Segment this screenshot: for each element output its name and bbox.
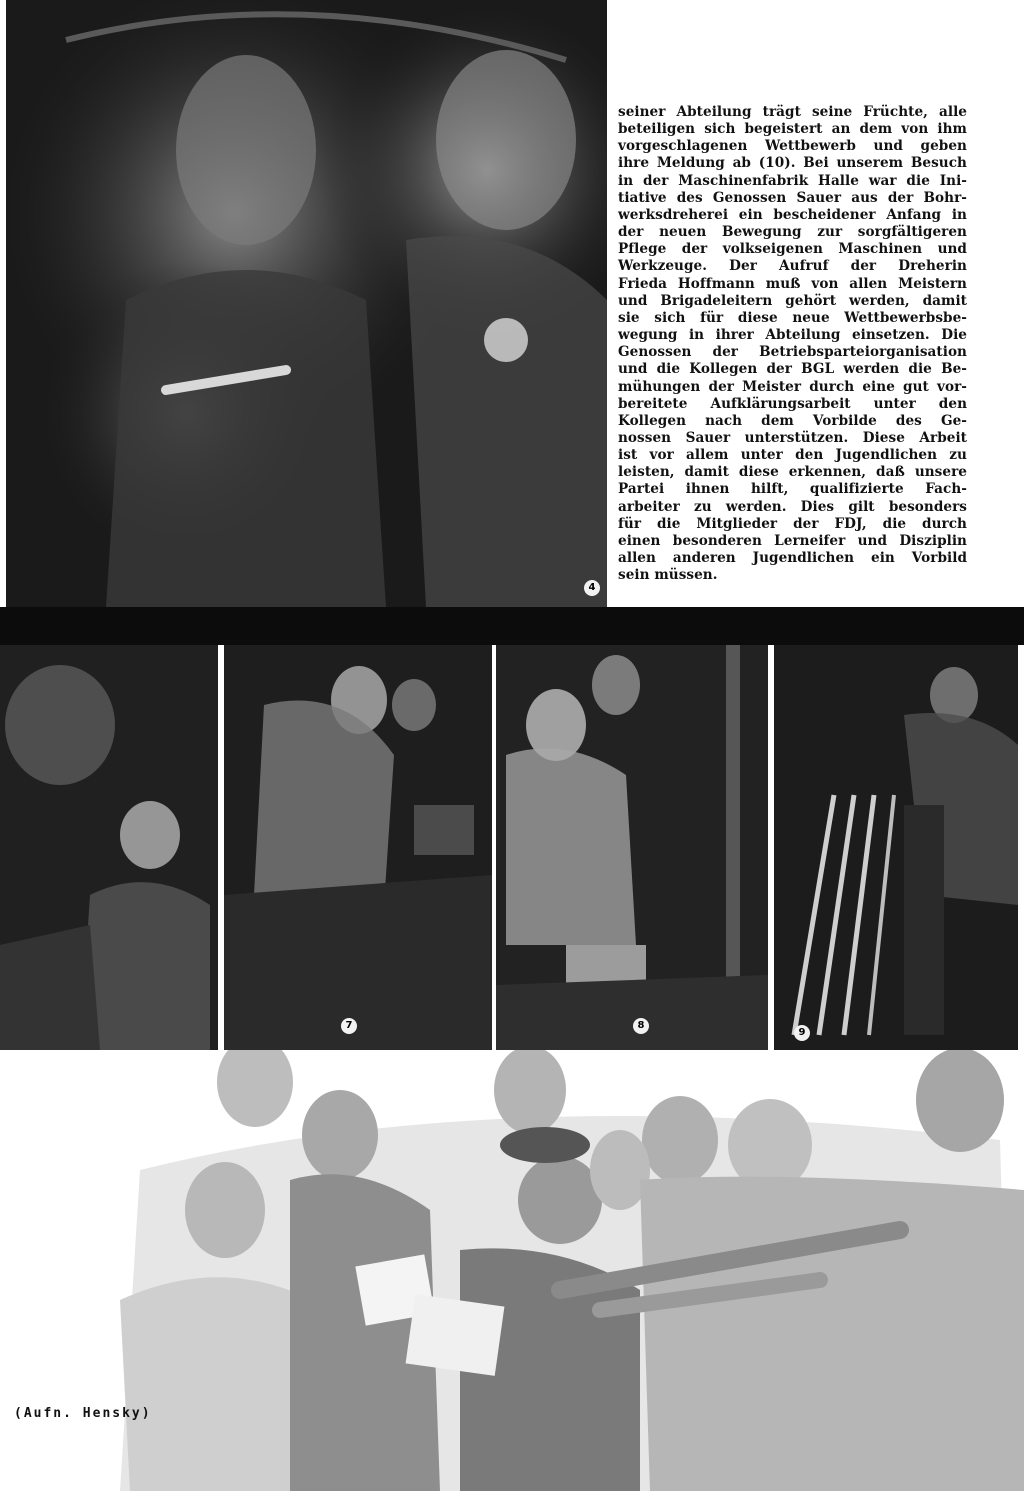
article-line: Partei ihnen hilft, qualifizierte Fach- [618,481,967,498]
article-line: der neuen Bewegung zur sorgfältigeren [618,224,967,241]
article-line: sein müssen. [618,567,718,584]
article-line: einen besonderen Lerneifer und Disziplin [618,532,967,549]
photo-strip-worker-shafts [774,645,1018,1055]
strip-photo-1-image [0,645,218,1050]
article-line: ihre Meldung ab (10). Bei unserem Besuch [618,155,967,172]
photo-credit: (Aufn. Hensky) [14,1406,152,1421]
strip-photo-4-image [774,645,1018,1055]
article-line: leisten, damit diese erkennen, daß unsere [618,464,967,481]
photo-strip-workers-machine [0,645,218,1050]
article-line: seiner Abteilung trägt seine Früchte, alle [618,104,967,120]
article-body [618,104,967,584]
photo-workers-at-machine [6,0,607,607]
article-line: ist vor allem unter den Jugendlichen zu [618,447,967,464]
strip-photo-3-image [496,645,768,1050]
divider-band [0,607,1024,645]
article-line: vorgeschlagenen Wettbewerb und geben [618,138,967,155]
photo-strip-workers-seated [496,645,768,1050]
article-line: wegung in ihrer Abteilung einsetzen. Die [618,327,967,344]
article-line: allen anderen Jugendlichen ein Vorbild [618,550,967,567]
article-line: nossen Sauer unterstützen. Diese Arbeit [618,429,967,446]
article-line: Frieda Hoffmann muß von allen Meistern [618,275,967,292]
article-line: bereitete Aufklärungsarbeit unter den [618,395,967,412]
article-line: Pflege der volkseigenen Maschinen und [618,241,967,258]
article-line: in der Maschinenfabrik Halle war die Ini- [618,172,967,189]
article-line: für die Mitglieder der FDJ, die durch [618,515,967,532]
photo-4-image [6,0,607,607]
photo-number-badge: 8 [633,1018,649,1034]
article-line: beteiligen sich begeistert an dem von ihm [618,121,967,138]
article-line: tiative des Genossen Sauer aus der Bohr- [618,189,967,206]
article-line: Werkzeuge. Der Aufruf der Dreherin [618,258,967,275]
article-line: sie sich für diese neue Wettbewerbsbe- [618,309,967,326]
group-photo-image [0,1050,1024,1491]
article-line: und die Kollegen der BGL werden die Be- [618,361,967,378]
photo-number-badge: 9 [794,1025,810,1041]
article-line: Kollegen nach dem Vorbilde des Ge- [618,412,967,429]
photo-group-handshake [0,1050,1024,1491]
photo-strip-workers-bench [224,645,492,1050]
photo-number-badge: 4 [584,580,600,596]
article-text-column [618,104,967,584]
article-line: und Brigadeleitern gehört werden, damit [618,292,967,309]
photo-number-badge: 7 [341,1018,357,1034]
strip-photo-2-image [224,645,492,1050]
article-line: Genossen der Betriebsparteiorganisation [618,344,967,361]
article-line: mühungen der Meister durch eine gut vor- [618,378,967,395]
article-line: arbeiter zu werden. Dies gilt besonders [618,498,967,515]
article-line: werksdreherei ein bescheidener Anfang in [618,206,967,223]
